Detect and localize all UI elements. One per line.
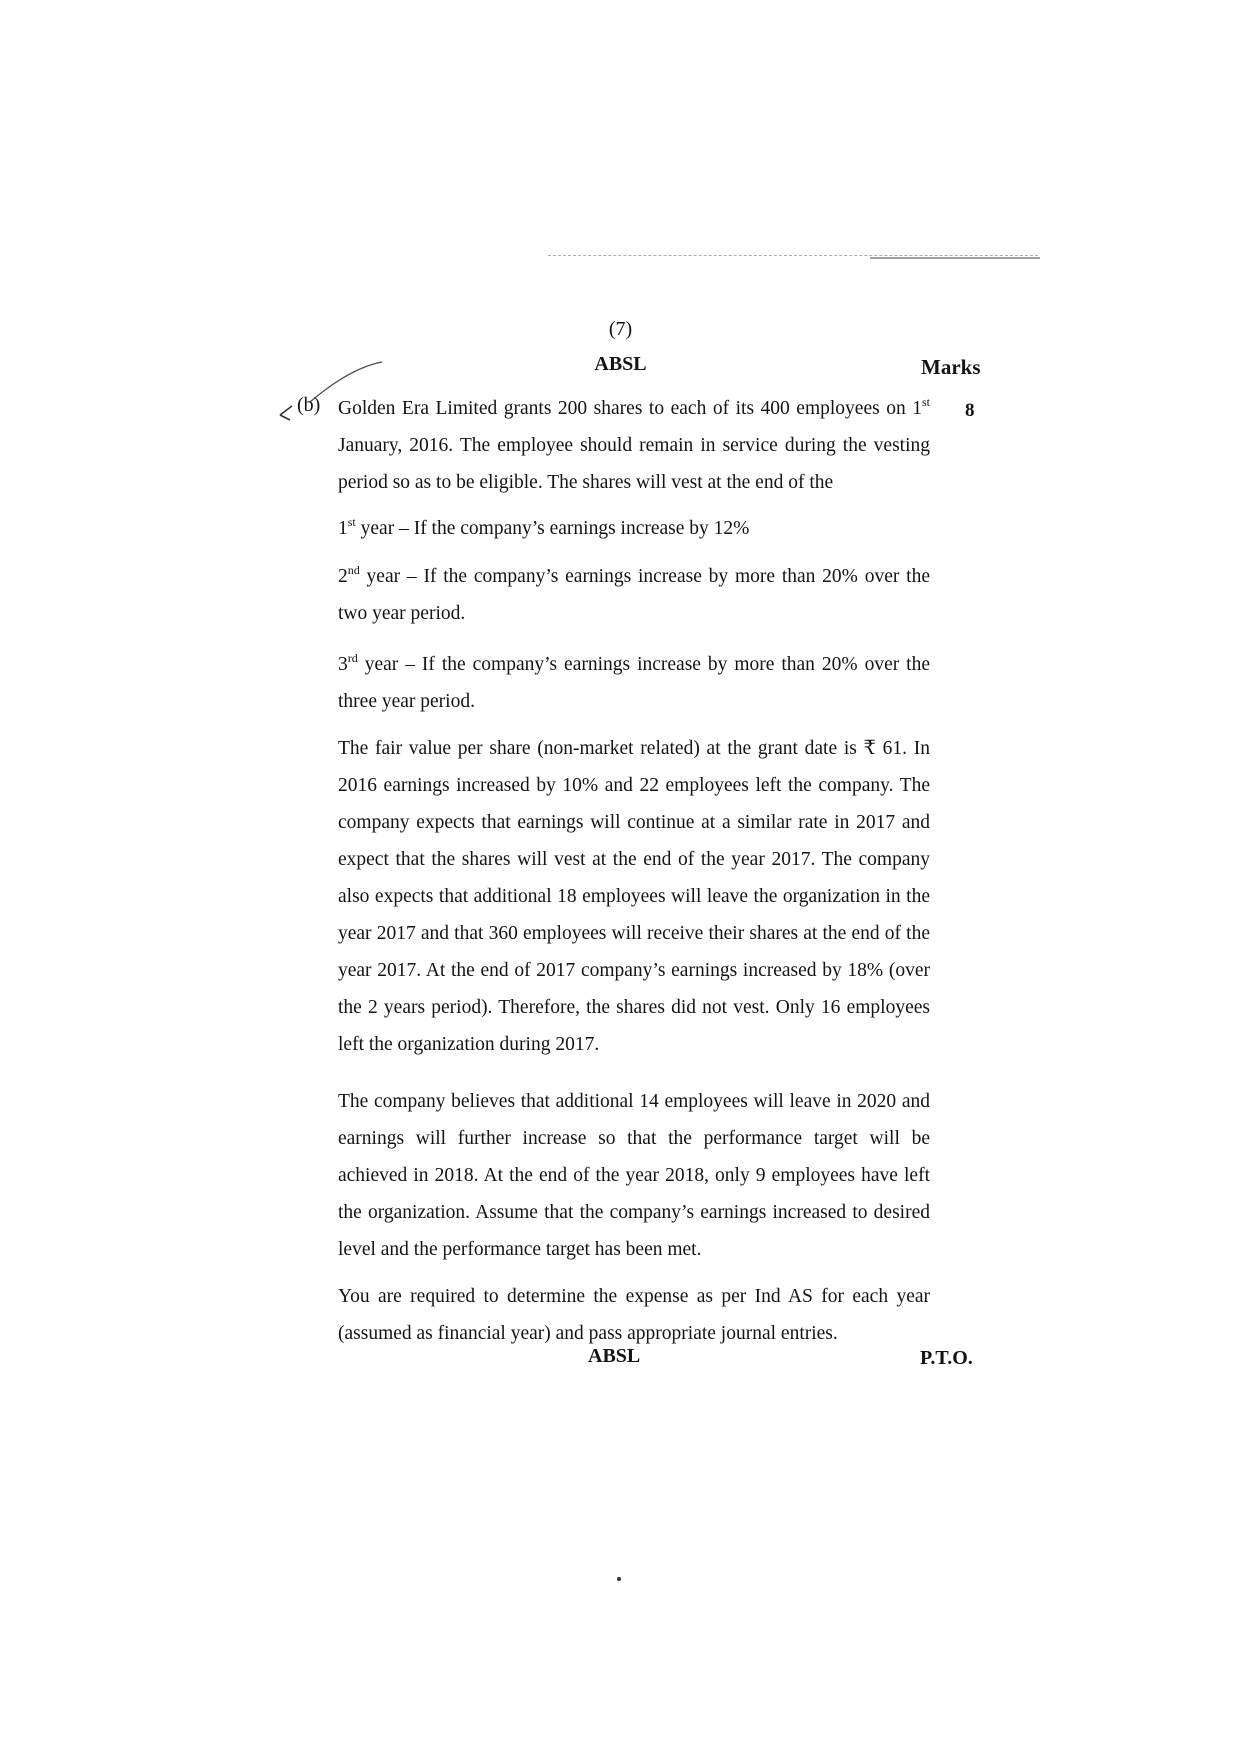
condition-year-1 (338, 510, 930, 556)
intro-text-part2: January, 2016. The employee should remain in service during the vesting period so as to be eligible. The shares will vest at the end of the (338, 435, 930, 493)
condition-text: year – If the company’s earnings increase by more than 20% over the two year period. (338, 566, 930, 624)
condition-sup: nd (347, 563, 360, 577)
scan-artifact-line-thick (870, 257, 1040, 261)
paragraph-fair-value (338, 730, 930, 1072)
page-number: (7) (608, 318, 633, 340)
condition-year-3 (338, 646, 930, 729)
footer-pto: P.T.O. (920, 1347, 973, 1369)
condition-num: 3 (338, 654, 348, 675)
condition-num: 1 (338, 518, 348, 539)
condition-num: 2 (338, 566, 348, 587)
condition-text: year – If the company’s earnings increase by 12% (355, 518, 750, 539)
condition-sup: rd (347, 651, 358, 665)
condition-sup: st (347, 515, 356, 529)
question-label: (b) (297, 394, 321, 416)
paragraph-required-text: You are required to determine the expense as per Ind AS for each year (assumed as financial year) and pass appropriate journal entries. (338, 1286, 930, 1344)
intro-sup: st (921, 395, 930, 409)
scan-dot (617, 1577, 621, 1581)
intro-text-part1: Golden Era Limited grants 200 shares to each of its 400 employees on 1 (338, 398, 922, 419)
question-intro (338, 390, 930, 510)
question-marks: 8 (965, 400, 975, 421)
condition-text: year – If the company’s earnings increase by more than 20% over the three year period. (338, 654, 930, 712)
paragraph-fair-value-text: The fair value per share (non-market related) at the grant date is ₹ 61. In 2016 earnings increased by 10% and 22 employees left the company. The company expects that earnings will continue at a similar rate in 2017 and expect that the shares will vest at the end of the year 2017. The company also expects that additional 18 employees will leave the organization in the year 2017 and that 360 employees will receive their shares at the end of the year 2017. At the end of 2017 company’s earnings increased by 18% (over the 2 years period). Therefore, the shares did not vest. Only 16 employees left the organization during 2017. (338, 738, 930, 1055)
paragraph-company-believes-text: The company believes that additional 14 employees will leave in 2020 and earnings will further increase so that the performance target will be achieved in 2018. At the end of the year 2018, only 9 employees have left the organization. Assume that the company’s earnings increased to desired level and the performance target has been met. (338, 1091, 930, 1260)
paragraph-company-believes (338, 1083, 930, 1277)
footer-code: ABSL (588, 1345, 641, 1367)
header-code: ABSL (594, 353, 647, 375)
condition-year-2 (338, 558, 930, 641)
marks-label: Marks (921, 355, 981, 379)
